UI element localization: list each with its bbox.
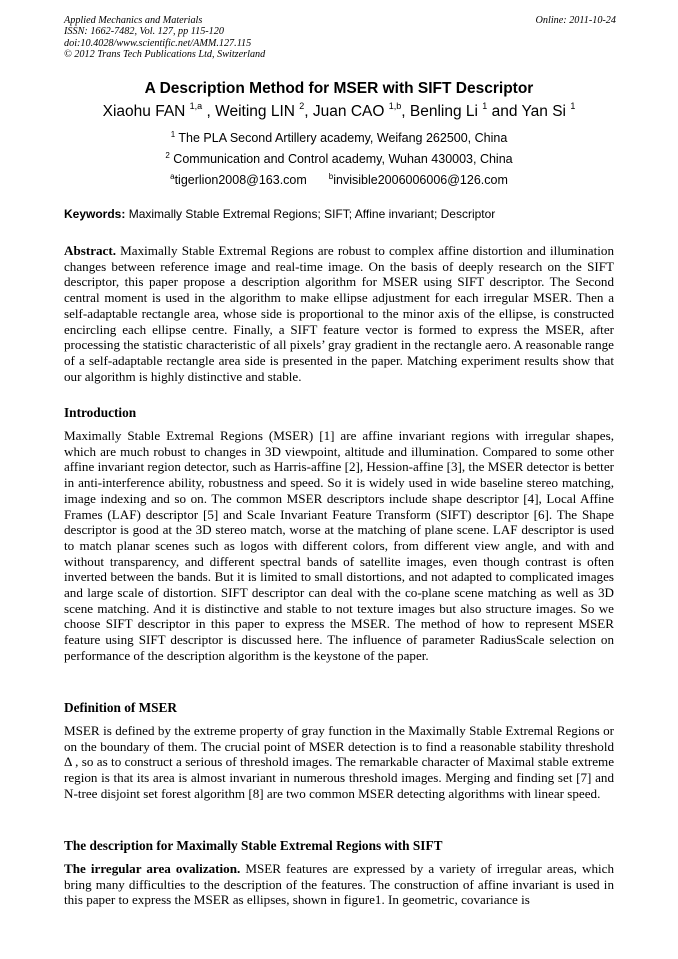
copyright: © 2012 Trans Tech Publications Ltd, Switzerland <box>64 49 266 61</box>
issn: ISSN: 1662-7482, Vol. 127, pp 115-120 <box>64 26 224 38</box>
author-list <box>0 103 678 121</box>
affiliation-1 <box>0 131 678 145</box>
affiliation-2 <box>0 152 678 166</box>
abstract-label: Abstract. <box>64 243 116 258</box>
email-a: tigerlion2008@163.com <box>174 173 307 187</box>
author-name: Juan CAO <box>312 103 385 120</box>
description-text: MSER features are expressed by a variety of irregular areas, which bring many difficulties to the description of the features. The construction of affine invariant is used in this paper to express the MSER as ellipses, shown in figure1. In geometric, covariance is <box>64 861 614 908</box>
author-name: Xiaohu FAN <box>102 103 186 120</box>
journal-name: Applied Mechanics and Materials <box>64 15 203 26</box>
abstract-text: Maximally Stable Extremal Regions are robust to complex affine distortion and illumination changes between reference image and real-time image. On the basis of deeply research on the SIFT descriptor, this paper propose a description algorithm for MSER using SIFT descriptor. The Second central moment is used in the algorithm to make ellipse adjustment for each irregular MSER. Then a self-adaptable rectangle area, whose side is proportional to the minor axis of the ellipse, is constructed encircling each ellipse centre. Finally, a SIFT feature vector is formed to express the MSER, after processing the statistic characteristic of all pixels’ gray gradient in the rectangle aero. A reasonable range of a self-adaptable rectangle area side is presented in the paper. Matching experiment results show that our algorithm is highly distinctive and stable. <box>64 243 614 384</box>
introduction-text: Maximally Stable Extremal Regions (MSER) [1] are affine invariant regions with irregular shapes, which are much robust to changes in 3D viewpoint, altitude and illumination. Compared to some other affine invariant region detector, such as Harris-affine [2], Hession-affine [3], the MSER detector is better in anti-interference ability, robustness and speed. So it is widely used in wide baseline stereo matching, image indexing and so on. The common MSER descriptors include shape descriptor [4], Local Affine Frames (LAF) descriptor [5] and Scale Invariant Feature Transform (SIFT) descriptor [6]. The Shape descriptor is good at the 3D stereo match, worse at the matching of plane scene. LAF descriptor is used to match planar scenes such as logos with different colors, from different view angle, and with and without transparency, and different spectral bands of satellite images, even though contrast is often inverted between the bands. But it is limited to small distortions, and not adapted to complicated images and large scale of distortion. SIFT descriptor can deal with the co-plane scene matching as well as 3D scene matching. And it is distinctive and stable to not texture images but also structure images. So we choose SIFT descriptor in this paper to express the MSER. The method of how to represent MSER feature using SIFT descriptor is discussed here. The influence of parameter RadiusScale selection on performance of the description algorithm is the keystone of the paper. <box>64 428 614 663</box>
paper-title: A Description Method for MSER with SIFT Descriptor <box>144 80 534 97</box>
author-superscript: 1 <box>482 101 488 111</box>
author-name: Yan Si <box>521 103 567 120</box>
author-superscript: 1 <box>570 101 576 111</box>
author-separator: , <box>401 103 410 120</box>
affiliation-superscript: 1 <box>170 130 176 139</box>
email-b: invisible2006006006@126.com <box>333 173 508 187</box>
email-superscript: b <box>328 172 334 181</box>
section-heading-definition: Definition of MSER <box>64 700 178 715</box>
author-superscript: 2 <box>299 101 305 111</box>
keywords-text: Maximally Stable Extremal Regions; SIFT; Affine invariant; Descriptor <box>128 207 496 221</box>
author-separator: , <box>202 103 216 120</box>
author-name: Weiting LIN <box>215 103 295 120</box>
subsection-heading: The irregular area ovalization. <box>64 861 241 876</box>
abstract <box>64 243 614 384</box>
doi: doi:10.4028/www.scientific.net/AMM.127.115 <box>64 37 252 49</box>
section-heading-description: The description for Maximally Stable Extremal Regions with SIFT <box>64 838 443 853</box>
author-superscript: 1,b <box>388 101 402 111</box>
section-heading-introduction: Introduction <box>64 405 137 420</box>
definition-text: MSER is defined by the extreme property of gray function in the Maximally Stable Extremal Regions or on the boundary of them. The crucial point of MSER detection is to find a reasonable stability threshold Δ , so as to construct a serious of threshold images. The remarkable character of Maximal stable extreme region is that its area is almost invariant in numerous threshold images. Merging and finding set [7] and N-tree disjoint set forest algorithm [8] are two common MSER detecting algorithms with linear speed. <box>64 723 614 801</box>
author-name: Benling Li <box>409 103 478 120</box>
author-separator: , <box>304 103 313 120</box>
description-paragraph <box>64 861 614 908</box>
email-superscript: a <box>170 172 175 181</box>
affiliation-text: The PLA Second Artillery academy, Weifang 262500, China <box>178 131 508 145</box>
affiliation-text: Communication and Control academy, Wuhan 430003, China <box>173 152 513 166</box>
journal-header <box>64 15 616 61</box>
keywords <box>64 207 616 221</box>
author-superscript: 1,a <box>189 101 203 111</box>
online-date: Online: 2011-10-24 <box>535 15 616 26</box>
emails <box>0 173 678 187</box>
author-separator: and <box>487 103 522 120</box>
affiliation-superscript: 2 <box>165 151 170 160</box>
keywords-label: Keywords: <box>64 207 126 221</box>
